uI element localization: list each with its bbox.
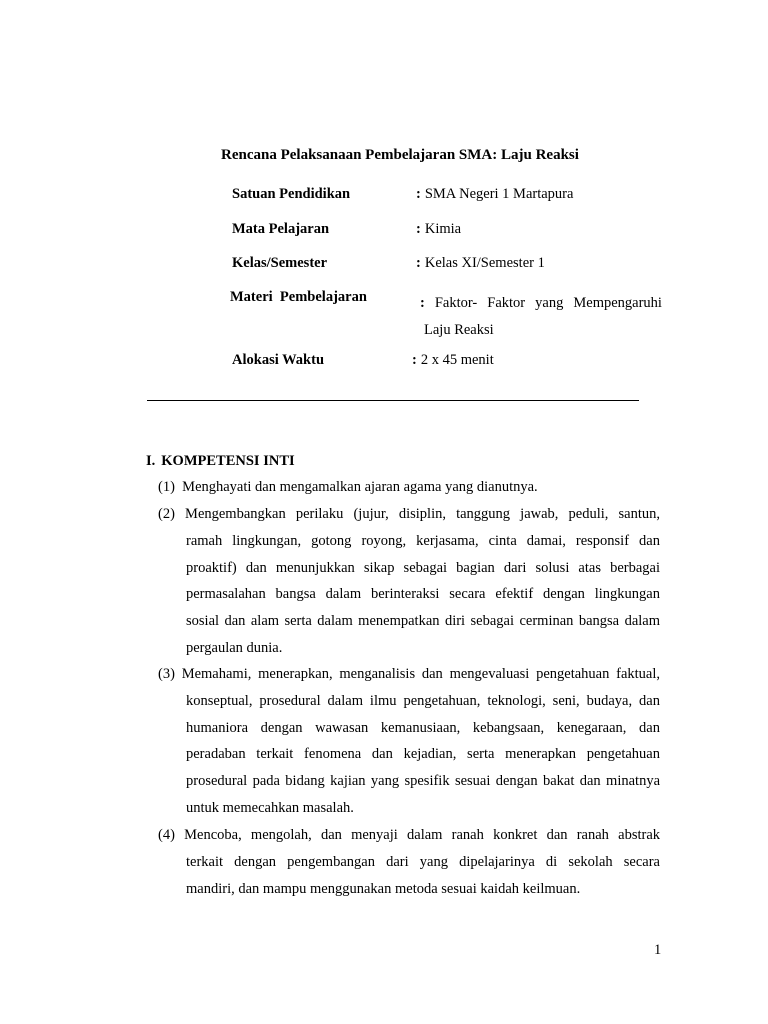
materi-word-4: Mempengaruhi xyxy=(573,295,662,311)
value-mata-pelajaran: : Kimia xyxy=(416,221,462,237)
value-satuan-pendidikan: : SMA Negeri 1 Martapura xyxy=(416,186,574,202)
materi-colon: : xyxy=(420,295,425,311)
label-kelas-semester: Kelas/Semester xyxy=(232,255,328,271)
ki-item-4-continuation xyxy=(158,849,660,903)
value-alokasi-waktu: : 2 x 45 menit xyxy=(412,352,494,368)
ki-item-2-line-5: sosial dan alam serta dalam menempatkan diri sebagai cerminan bangsa dalam xyxy=(186,613,660,630)
label-alokasi-waktu: Alokasi Waktu xyxy=(232,352,325,368)
ki-item-3-continuation xyxy=(158,688,660,822)
document-title: Rencana Pelaksanaan Pembelajaran SMA: Laju Reaksi xyxy=(221,147,579,163)
ki-item-3-line-4: peradaban terkait fenomena dan kejadian, serta menerapkan pengetahuan xyxy=(186,746,660,763)
ki-item-2-line-3: proaktif) dan menunjukkan sikap sebagai bagian dari solusi atas berbagai xyxy=(186,559,660,576)
ki-item-3-line-3: humaniora dengan wawasan kemanusiaan, kebangsaan, kenegaraan, dan xyxy=(186,719,660,736)
ki-item-3 xyxy=(158,661,660,822)
materi-word-3: yang xyxy=(535,295,564,311)
section-heading: I. KOMPETENSI INTI xyxy=(146,453,295,469)
ki-item-3-line-2: konseptual, prosedural dalam ilmu pengetahuan, teknologi, seni, budaya, dan xyxy=(186,692,660,709)
ki-item-2 xyxy=(158,501,660,662)
ki-item-2-continuation xyxy=(158,528,660,662)
ki-item-4 xyxy=(158,822,660,902)
ki-item-4-line-1: (4) Mencoba, mengolah, dan menyaji dalam ranah konkret dan ranah abstrak xyxy=(158,827,661,843)
page-number: 1 xyxy=(654,942,662,958)
ki-item-3-line-5: prosedural pada bidang kajian yang spesifik sesuai dengan bakat dan minatnya xyxy=(186,773,660,790)
ki-item-1-line: (1) Menghayati dan mengamalkan ajaran agama yang dianutnya. xyxy=(158,479,538,495)
ki-item-2-line-4: permasalahan bangsa dalam berinteraksi secara efektif dengan lingkungan xyxy=(186,586,660,603)
materi-line-2: Laju Reaksi xyxy=(424,322,494,338)
ki-item-2-line-2: ramah lingkungan, gotong royong, kerjasama, cinta damai, responsif dan xyxy=(186,532,660,549)
ki-item-2-line-1: (2) Mengembangkan perilaku (jujur, disiplin, tanggung jawab, peduli, santun, xyxy=(158,506,661,522)
materi-word-2: Faktor xyxy=(487,295,526,311)
ki-item-1 xyxy=(158,474,658,501)
value-materi-pembelajaran xyxy=(420,290,662,344)
label-materi-pembelajaran: Materi Pembelajaran xyxy=(230,289,367,305)
label-mata-pelajaran: Mata Pelajaran xyxy=(232,221,330,237)
ki-item-3-line-6: untuk memecahkan masalah. xyxy=(186,799,354,816)
value-kelas-semester: : Kelas XI/Semester 1 xyxy=(416,255,545,271)
materi-word-1: Faktor- xyxy=(434,295,478,311)
label-satuan-pendidikan: Satuan Pendidikan xyxy=(232,186,351,202)
ki-item-2-line-6: pergaulan dunia. xyxy=(186,639,283,656)
ki-item-4-line-3: mandiri, dan mampu menggunakan metoda sesuai kaidah keilmuan. xyxy=(186,880,581,897)
ki-item-4-line-2: terkait dengan pengembangan dari yang dipelajarinya di sekolah secara xyxy=(186,853,660,870)
horizontal-rule xyxy=(147,400,639,401)
ki-item-3-line-1: (3) Memahami, menerapkan, menganalisis dan mengevaluasi pengetahuan faktual, xyxy=(158,666,661,682)
